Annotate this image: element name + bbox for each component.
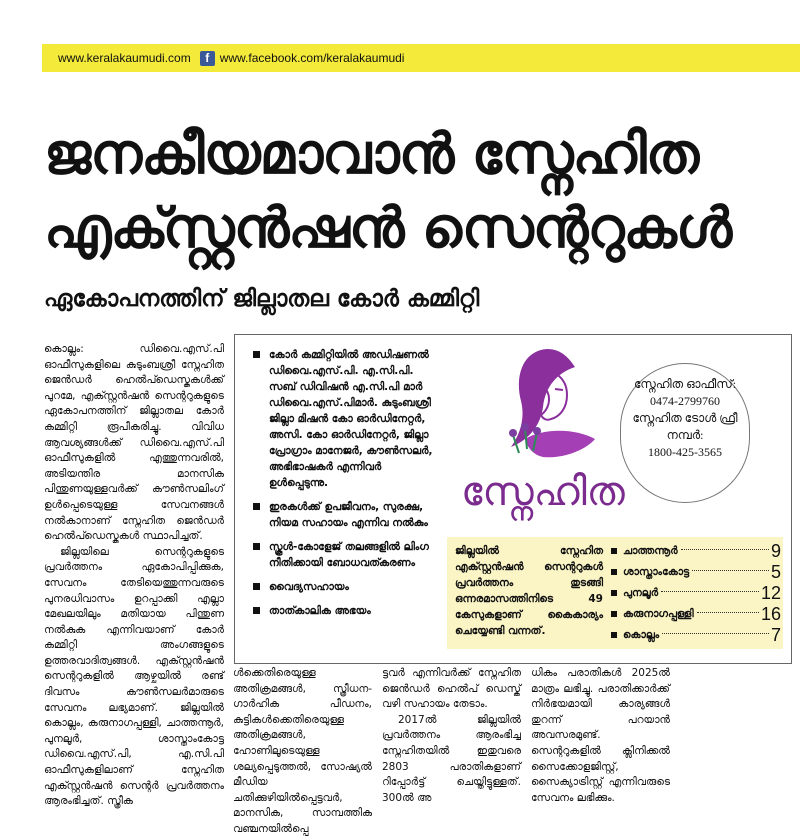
contact-circle (620, 363, 750, 503)
site-url: www.keralakaumudi.com (58, 51, 191, 65)
center-case-list (611, 541, 781, 646)
article-column-3 (382, 666, 521, 806)
center-name: പുനലൂർ (623, 587, 659, 599)
headline-line-1: ജനകീയമാവാൻ സ്നേഹിത (44, 122, 699, 187)
center-count: 5 (770, 562, 781, 582)
center-count: 16 (760, 604, 781, 624)
article-paragraph: ജില്ലയിലെ സെന്ററുകളുടെ പ്രവർത്തനം ഏകോപിപ്പിക്കുക, സേവനം തേടിയെത്തുന്നവരുടെ പുനരധിവാസം ഉറപ്പാക്കി എല്ലാ മേഖലയിലും മതിയായ പിന്തുണ നൽകുക എന്നിവയാണ് കോർ കമ്മിറ്റി അംഗങ്ങളുടെ ഉത്തരവാദിത്വങ്ങൾ. എക്സ്റ്റൻഷൻ സെന്ററുകളിൽ ആഴ്ചയിൽ രണ്ട് ദിവസം കൗൺസലർമാരുടെ സേവനം ലഭ്യമാണ്. ജില്ലയിൽ കൊല്ലം, കരുനാഗപ്പള്ളി, ചാത്തന്നൂർ, പുനലൂർ, ശാസ്താംകോട്ട ഡിവൈ.എസ്.പി, എ.സി.പി ഓഫീസുകളിലാണ് സ്നേഹിത എക്സ്റ്റൻഷൻ സെന്റർ പ്രവർത്തനം ആരംഭിച്ചത്. സ്ത്രീക (44, 545, 224, 808)
info-bullet: താത്കാലിക അഭയം (253, 603, 441, 619)
top-banner (42, 44, 800, 72)
info-bullet: ഇരകൾക്ക് ഉപജീവനം, സുരക്ഷ, നിയമ സഹായം എന്നിവ നൽകും (253, 499, 441, 531)
article-paragraph: 2017ൽ ജില്ലയിൽ പ്രവർത്തനം ആരംഭിച്ച സ്നേഹിതയിൽ ഇതുവരെ 2803 പരാതികളാണ് റിപ്പോർട്ട് ചെയ്തിട്ടുള്ളത്. 300ൽ അ (382, 713, 521, 804)
tollfree-number: 1800-425-3565 (648, 445, 722, 459)
tollfree-label: സ്നേഹിത ടോൾ ഫ്രീ നമ്പർ: (632, 411, 738, 442)
center-row (611, 541, 781, 562)
center-name: കരുനാഗപ്പള്ളി (623, 608, 694, 620)
headline-line-2: എക്സ്റ്റൻഷൻ സെന്ററുകൾ (44, 196, 732, 261)
article-column-2 (233, 666, 372, 838)
center-row (611, 604, 781, 625)
info-bullet: കോർ കമ്മിറ്റിയിൽ അഡിഷണൽ ഡിവൈ.എസ്.പി. എ.സി.പി. സബ് ഡിവിഷൻ എ.സി.പി മാർ ഡിവൈ.എസ്.പിമാർ. കുടുംബശ്രീ ജില്ലാ മിഷൻ കോ ഓർഡിനേറ്റർ, അസി. കോ ഓർഡിനേറ്റർ, ജില്ലാ പ്രോഗ്രാം മാനേജർ, കൗൺസലർ, അഭിഭാഷകർ എന്നിവർ ഉൾപ്പെടുന്നു. (253, 347, 441, 491)
info-box (234, 334, 792, 664)
article-paragraph: കൊല്ലം: ഡിവൈ.എസ്.പി ഓഫീസുകളിലെ കുടുംബശ്രീ സ്നേഹിത ജെൻഡർ ഹെൽപ്ഡെസ്കുകൾക്ക് പുറമേ, എക്സ്റ്റൻഷൻ സെന്ററുകളുടെ ഏകോപനത്തിന് ജില്ലാതല കോർ കമ്മിറ്റി രൂപീകരിച്ചു. വിവിധ ആവശ്യങ്ങൾക്ക് ഡിവൈ.എസ്.പി ഓഫീസുകളിൽ എത്തുന്നവരിൽ, അടിയന്തിര മാനസിക പിന്തുണയുള്ളവർക്ക് കൗൺസലിംഗ് ഉൾപ്പെടെയുള്ള സേവനങ്ങൾ നൽകാനാണ് സ്നേഹിത ജെൻഡർ ഹെൽപ്ഡെസ്കുകൾ സ്ഥാപിച്ചത്. (44, 343, 224, 543)
article-paragraph: ൾക്കെതിരെയുള്ള അതിക്രമങ്ങൾ, സ്ത്രീധന- ഗാർഹിക പീഡനം, കുട്ടികൾക്കെതിരെയുള്ള അതിക്രമങ്ങൾ, ഹോണിലൂടെയുള്ള ശല്യപ്പെടുത്തൽ, സോഷ്യൽ മീഡിയ ചതിക്കുഴിയിൽപ്പെട്ടവർ, മാനസിക, സാമ്പത്തിക വഞ്ചനയിൽപ്പെ (233, 667, 372, 835)
info-bullet: വൈദ്യസഹായം (253, 579, 441, 595)
snehitha-logo-icon (485, 343, 605, 471)
info-bullets (253, 347, 441, 627)
article-paragraph: ധികം പരാതികൾ 2025ൽ മാത്രം ലഭിച്ചു. പരാതിക്കാർക്ക് നിർഭയമായി കാര്യങ്ങൾ തുറന്ന് പറയാൻ അവസരമുണ്ട്. സെന്ററുകളിൽ ക്ലിനിക്കൽ സൈക്കോളജിസ്റ്റ്, സൈക്യാട്രിസ്റ്റ് എന്നിവരുടെ സേവനം ലഭിക്കും. (531, 667, 670, 804)
facebook-icon: f (200, 51, 215, 66)
case-summary-text: ജില്ലയിൽ സ്നേഹിത എക്സ്റ്റൻഷൻ സെന്ററുകൾ പ്രവർത്തനം തുടങ്ങി ഒന്നരമാസത്തിനിടെ 49 കേസുകളാണ് കൈകാര്യം ചെയ്യേണ്ടി വന്നത്. (455, 545, 603, 637)
center-name: കൊല്ലം (623, 629, 660, 641)
facebook-url: www.facebook.com/keralakaumudi (219, 51, 405, 65)
center-row (611, 583, 781, 604)
center-row (611, 625, 781, 646)
article-paragraph: ട്ടവർ എന്നിവർക്ക് സ്നേഹിത ജെൻഡർ ഹെൽപ് ഡെസ്ക് വഴി സഹായം തേടാം. (382, 667, 521, 711)
info-bullet: സ്കൂൾ-കോളേജ് തലങ്ങളിൽ ലിംഗ നീതിക്കായി ബോധവത്കരണം (253, 539, 441, 571)
logo-text: സ്നേഹിത (461, 469, 625, 515)
article-column-4 (531, 666, 670, 806)
center-name: ശാസ്താംകോട്ട (623, 566, 690, 578)
center-row (611, 562, 781, 583)
article-column-1 (44, 342, 224, 810)
subheadline: ഏകോപനത്തിന് ജില്ലാതല കോർ കമ്മിറ്റി (44, 286, 480, 312)
center-count: 7 (770, 625, 781, 645)
center-count: 9 (770, 541, 781, 561)
headline (44, 118, 784, 266)
case-summary-panel (447, 537, 783, 649)
center-count: 12 (760, 583, 781, 603)
office-phone: 0474-2799760 (650, 394, 720, 408)
office-label: സ്നേഹിത ഓഫീസ്: (633, 377, 737, 391)
center-name: ചാത്തന്നൂർ (623, 545, 678, 557)
